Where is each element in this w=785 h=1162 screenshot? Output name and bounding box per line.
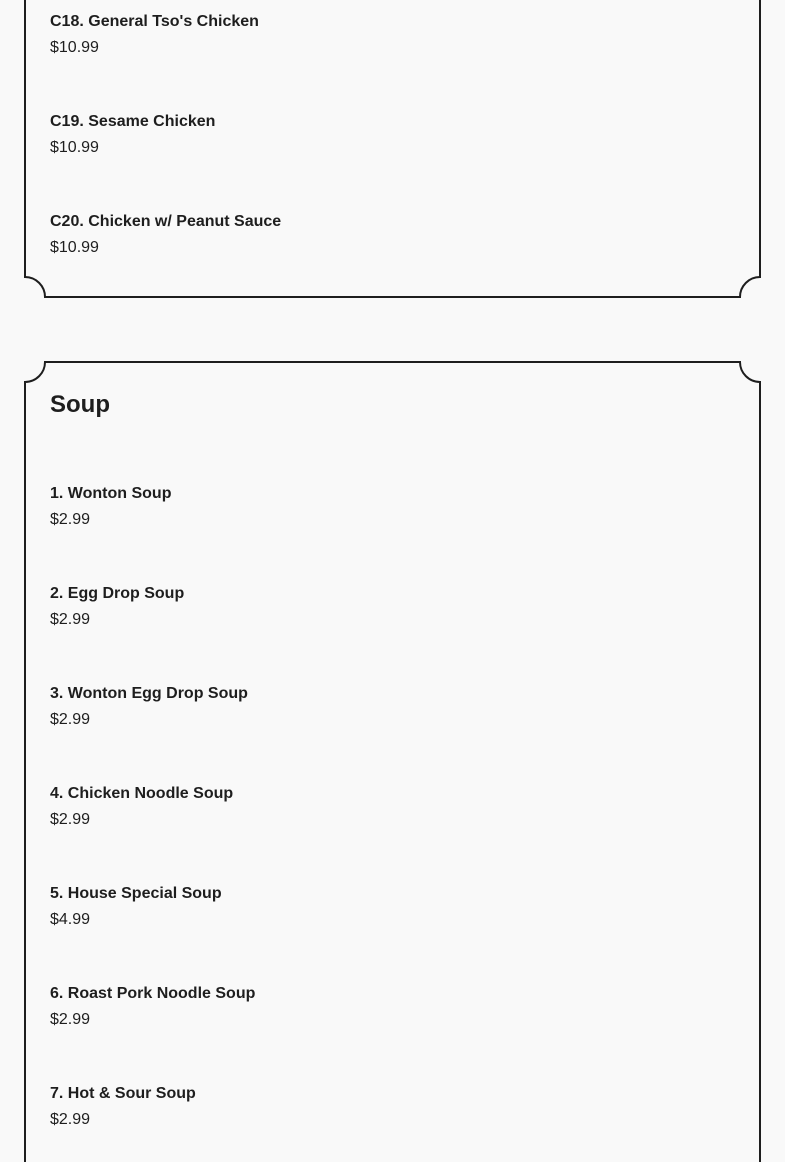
menu-item-name: 2. Egg Drop Soup [50,585,185,602]
menu-item[interactable] [50,584,184,630]
menu-item-price: $2.99 [50,611,91,628]
menu-section-chicken [24,0,761,298]
menu-item[interactable] [50,12,259,58]
menu-item[interactable] [50,112,215,158]
menu-item[interactable] [50,1084,196,1130]
menu-item-price: $2.99 [50,1111,91,1128]
menu-item-name: 5. House Special Soup [50,885,222,902]
menu-item-price: $4.99 [50,911,91,928]
menu-item[interactable] [50,212,281,258]
menu-item-price: $2.99 [50,1011,91,1028]
menu-item-name: 4. Chicken Noodle Soup [50,785,234,802]
menu-item-price: $10.99 [50,139,99,156]
menu-item-price: $2.99 [50,511,91,528]
menu-item[interactable] [50,684,248,730]
menu-item-name: C20. Chicken w/ Peanut Sauce [50,213,282,230]
section-title: Soup [50,391,110,418]
menu-item-name: 6. Roast Pork Noodle Soup [50,985,256,1002]
menu-item-name: 3. Wonton Egg Drop Soup [50,685,248,702]
menu-item-price: $2.99 [50,811,91,828]
menu-item[interactable] [50,884,222,930]
menu-item-price: $10.99 [50,39,99,56]
panel-frame [24,362,761,1162]
menu-item[interactable] [50,484,171,530]
menu-item-price: $10.99 [50,239,99,256]
menu-section-soup [24,362,761,1162]
menu-item[interactable] [50,784,233,830]
menu-item-name: C19. Sesame Chicken [50,113,216,130]
menu-item-price: $2.99 [50,711,91,728]
menu-item-name: 7. Hot & Sour Soup [50,1085,196,1102]
menu-item-name: C18. General Tso's Chicken [50,13,259,30]
menu-item[interactable] [50,984,255,1030]
menu-item-name: 1. Wonton Soup [50,485,172,502]
